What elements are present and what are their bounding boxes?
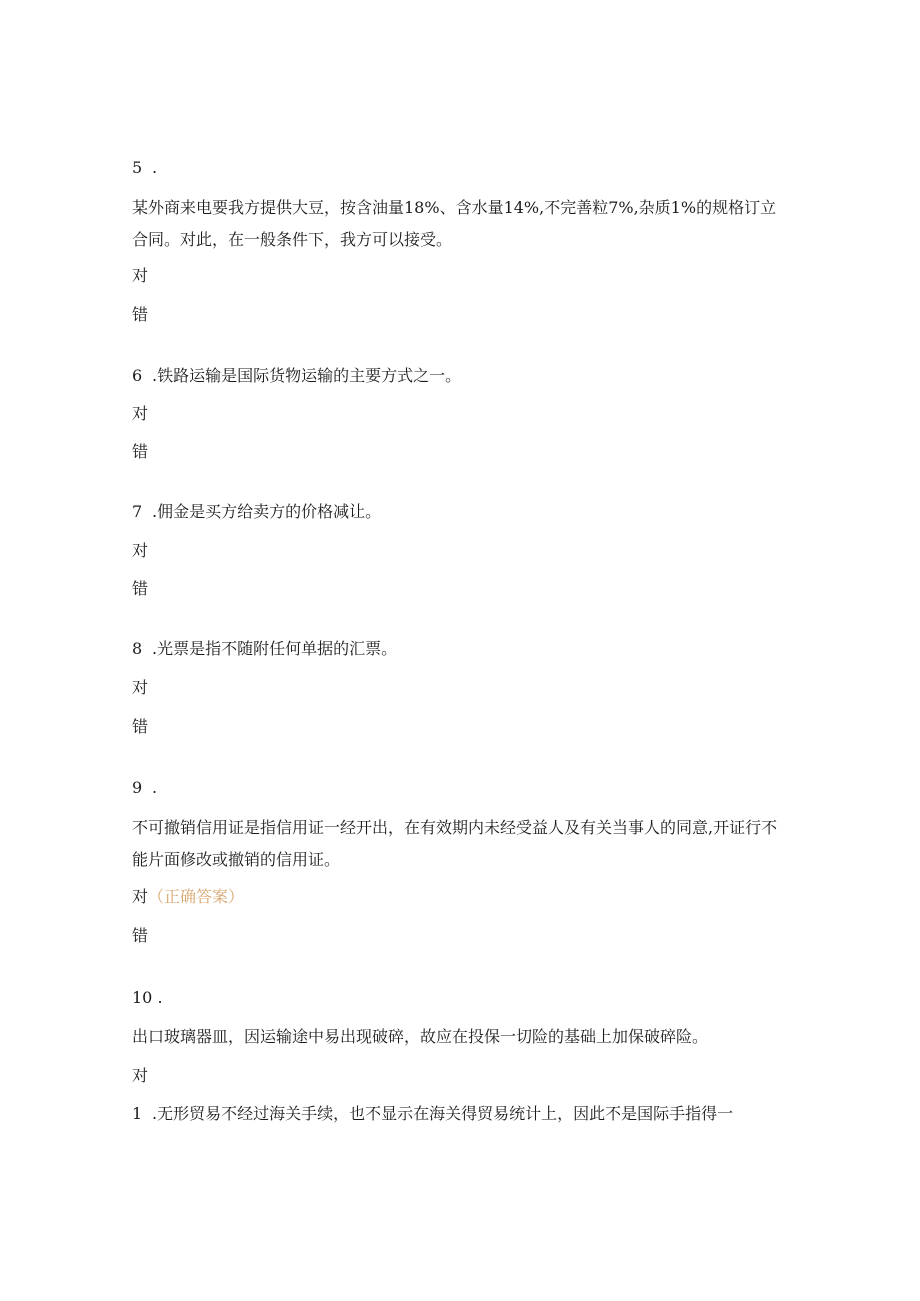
- correct-answer-tag: （正确答案）: [148, 887, 245, 906]
- question-7-option-true[interactable]: 对: [132, 541, 149, 560]
- question-5-number: 5 .: [132, 158, 158, 177]
- question-9-option-true[interactable]: [132, 885, 244, 909]
- question-10-text: 出口玻璃器皿，因运输途中易出现破碎，故应在投保一切险的基础上加保破碎险。: [132, 1027, 709, 1046]
- question-8-option-true[interactable]: 对: [132, 678, 149, 697]
- question-5-option-true[interactable]: 对: [132, 266, 149, 285]
- question-7-text: 佣金是买方给卖方的价格减让。: [157, 502, 382, 521]
- question-8: 8 .光票是指不随附任何单据的汇票。: [132, 639, 398, 658]
- question-7-option-false[interactable]: 错: [132, 579, 149, 598]
- question-6-option-false[interactable]: 错: [132, 442, 149, 461]
- question-1-text: 无形贸易不经过海关手续，也不显示在海关得贸易统计上，因此不是国际手指得一: [157, 1104, 734, 1123]
- question-10-option-true[interactable]: 对: [132, 1066, 149, 1085]
- question-8-option-false[interactable]: 错: [132, 717, 149, 736]
- question-1: 1 .无形贸易不经过海关手续，也不显示在海关得贸易统计上，因此不是国际手指得一: [132, 1104, 734, 1123]
- question-8-text: 光票是指不随附任何单据的汇票。: [157, 639, 398, 658]
- question-5-option-false[interactable]: 错: [132, 305, 149, 324]
- question-10-number: 10 .: [132, 988, 163, 1007]
- question-9-option-false[interactable]: 错: [132, 926, 149, 945]
- question-9-number: 9 .: [132, 778, 158, 797]
- question-6-text: 铁路运输是国际货物运输的主要方式之一。: [157, 366, 462, 385]
- question-9-option-true-label: 对: [132, 887, 149, 906]
- question-7: 7 .佣金是买方给卖方的价格减让。: [132, 502, 382, 521]
- question-9-text: 不可撤销信用证是指信用证一经开出，在有效期内未经受益人及有关当事人的同意,开证行不能片面修改或撤销的信用证。: [132, 818, 778, 869]
- question-6: 6 .铁路运输是国际货物运输的主要方式之一。: [132, 366, 462, 385]
- question-5-text: 某外商来电要我方提供大豆，按含油量18%、含水量14%,不完善粒7%,杂质1%的规格订立合同。对此，在一般条件下，我方可以接受。: [132, 198, 777, 249]
- question-6-option-true[interactable]: 对: [132, 404, 149, 423]
